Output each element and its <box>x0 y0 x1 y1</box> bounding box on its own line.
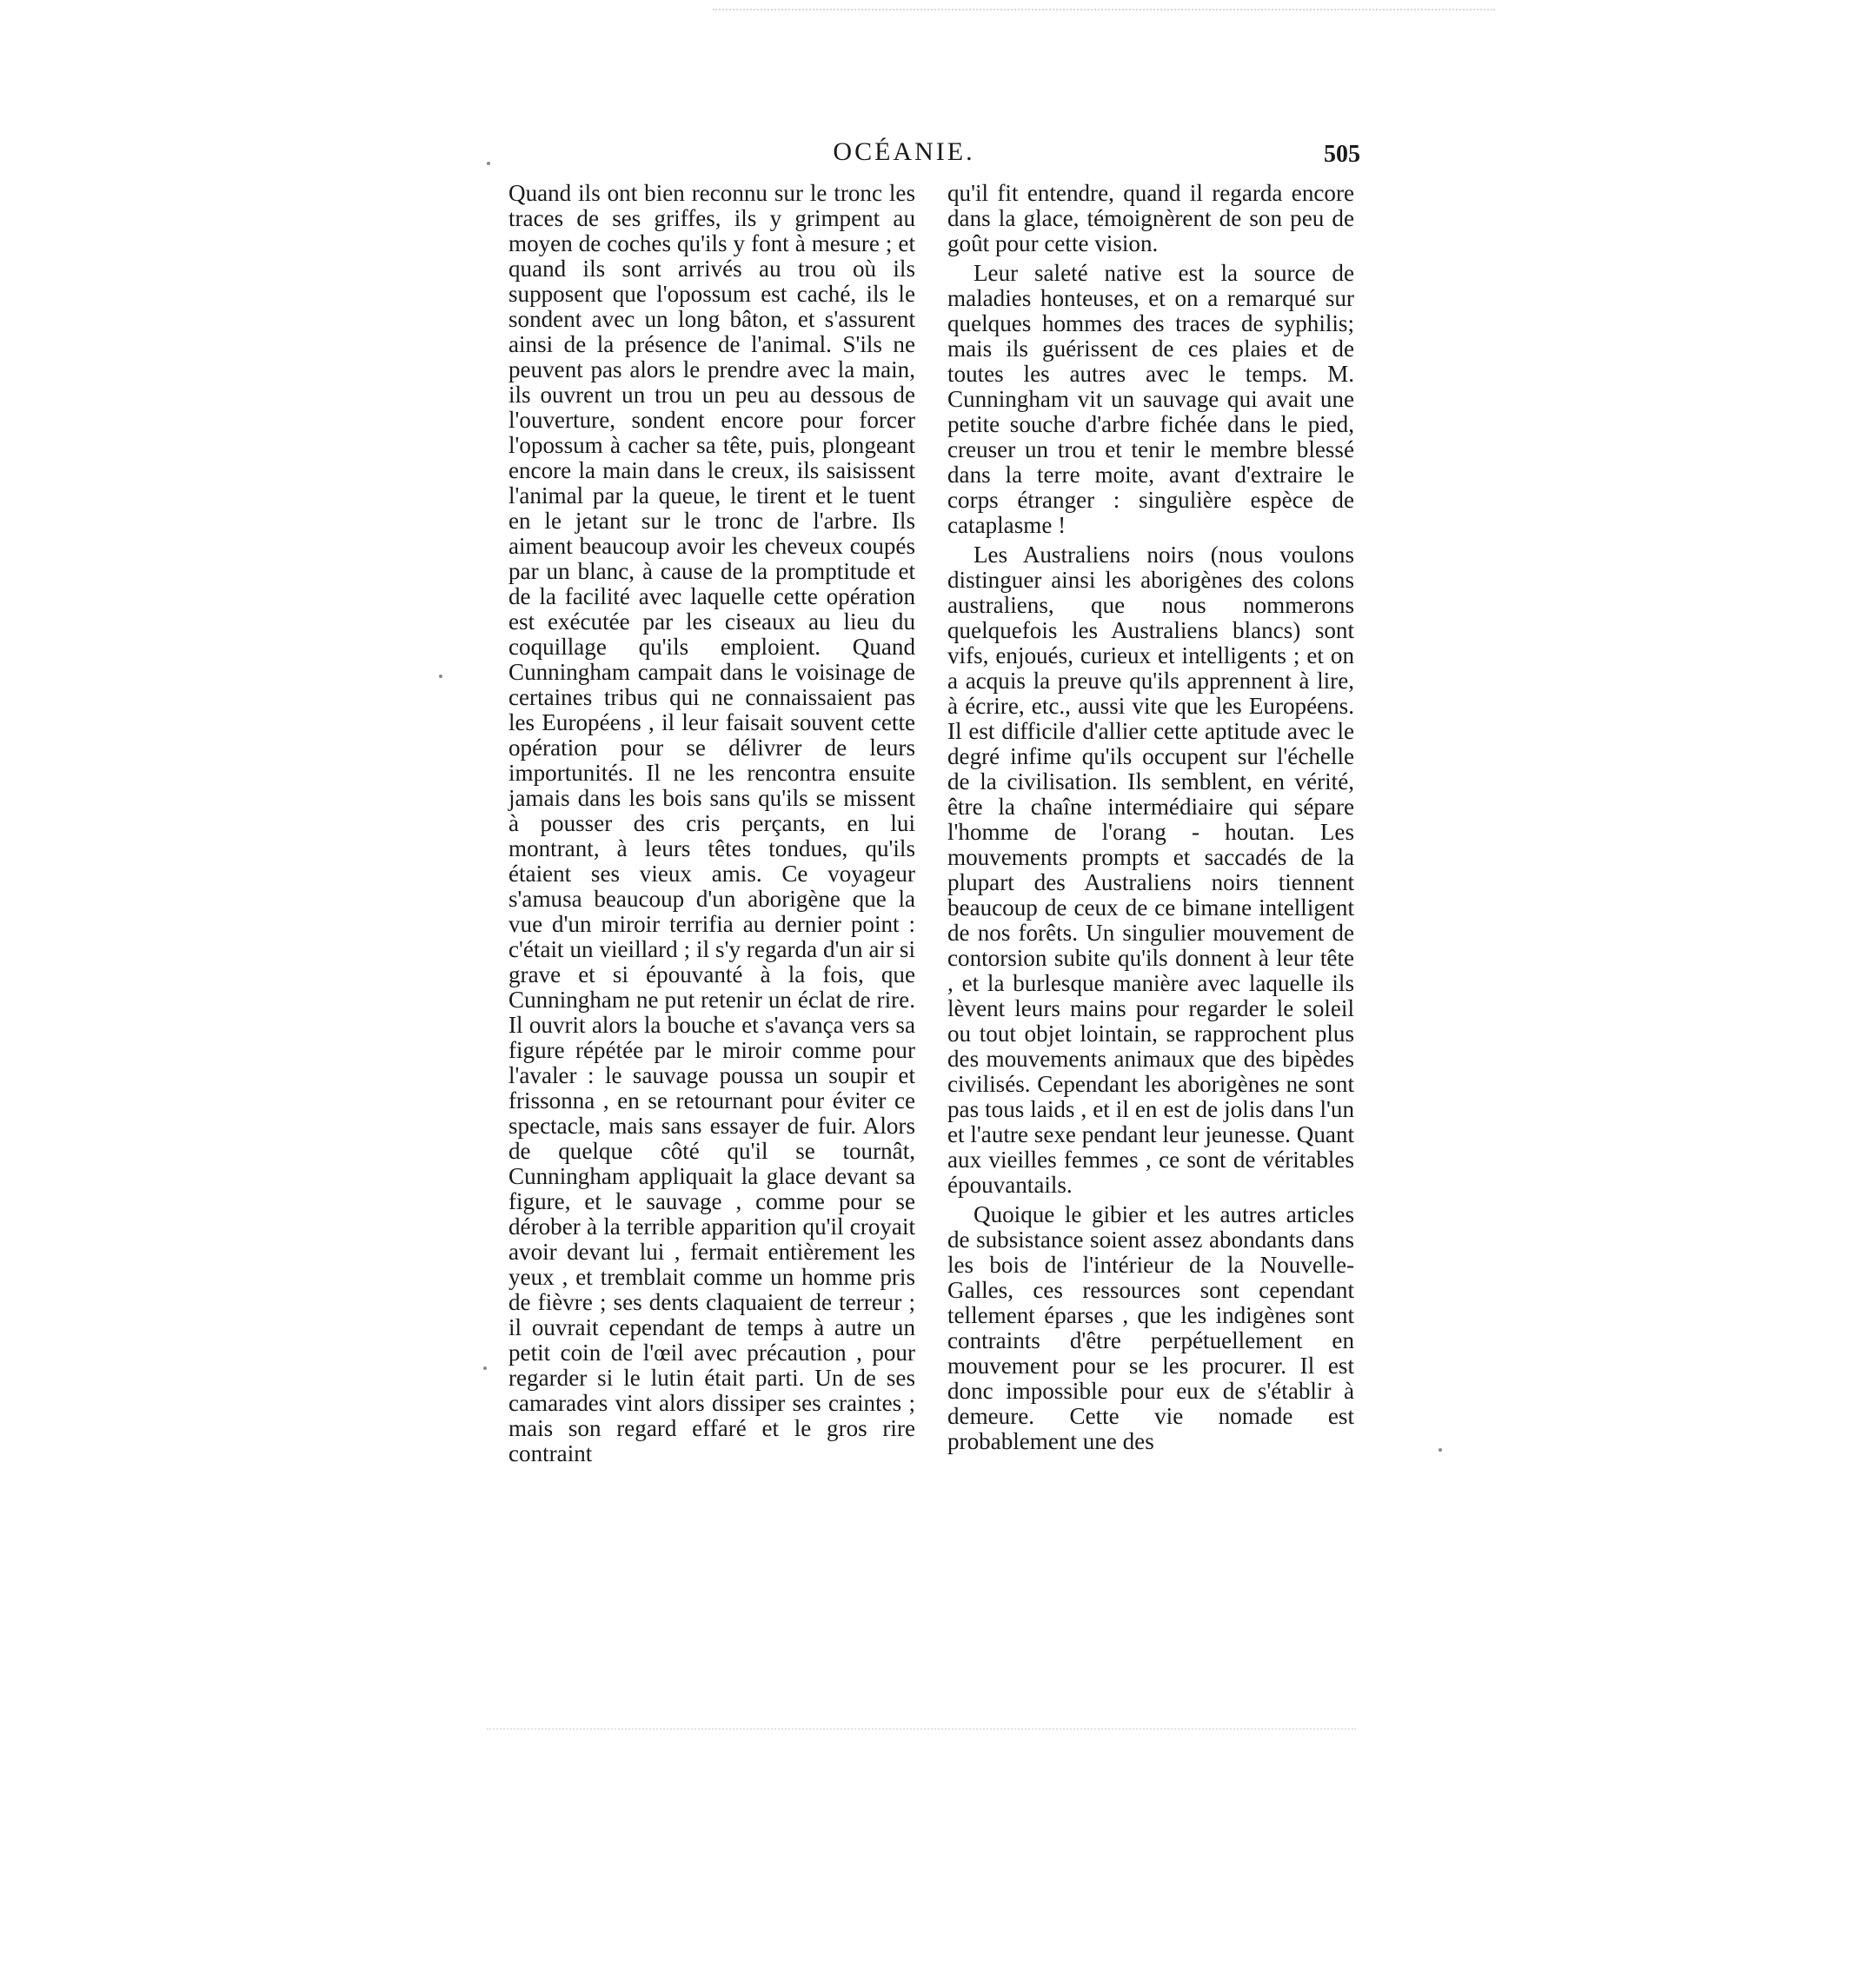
right-paragraph-4: Quoique le gibier et les autres articles de subsistance soient assez abondants dans les bois de l'intérieur de la Nouvelle-Galles, ces ressources sont cependant tellement éparses , que les indigènes sont contraints d'être perpétuellement en mouvement pour se les procurer. Il est donc impossible pour eux de s'établir à demeure. Cette vie nomade est probablement une des <box>947 1201 1354 1454</box>
running-head <box>500 132 1360 172</box>
scan-speck <box>439 675 442 678</box>
scan-artifact-bottom <box>487 1728 1356 1732</box>
right-paragraph-3: Les Australiens noirs (nous voulons distinguer ainsi les aborigènes des colons australiens, que nous nommerons quelquefois les Australiens blancs) sont vifs, enjoués, curieux et intelligents ; et on a acquis la preuve qu'ils apprennent à lire, à écrire, etc., aussi vite que les Européens. Il est difficile d'allier cette aptitude avec le degré infime qu'ils occupent sur l'échelle de la civilisation. Ils semblent, en vérité, être la chaîne intermédiaire qui sépare l'homme de l'orang - houtan. Les mouvements prompts et saccadés de la plupart des Australiens noirs tiennent beaucoup de ceux de ce bimane intelligent de nos forêts. Un singulier mouvement de contorsion subite qu'ils donnent à leur tête , et la burlesque manière avec laquelle ils lèvent leurs mains pour regarder le soleil ou tout objet lointain, se rapprochent plus des mouvements animaux que des bipèdes civilisés. Cependant les aborigènes ne sont pas tous laids , et il en est de jolis dans l'un et l'autre sexe pendant leur jeunesse. Quant aux vieilles femmes , ce sont de véritables épouvantails. <box>947 542 1354 1198</box>
right-paragraph-2: Leur saleté native est la source de maladies honteuses, et on a remarqué sur quelques hommes des traces de syphilis; mais ils guérissent de ces plaies et de toutes les autres avec le temps. M. Cunningham vit un sauvage qui avait une petite souche d'arbre fichée dans le pied, creuser un trou et tenir le membre blessé dans la terre moite, avant d'extraire le corps étranger : singulière espèce de cataplasme ! <box>947 260 1354 538</box>
right-paragraph-1: qu'il fit entendre, quand il regarda encore dans la glace, témoignèrent de son peu de goût pour cette vision. <box>947 180 1354 256</box>
running-title: OCÉANIE. <box>833 137 975 166</box>
scan-speck <box>1439 1448 1442 1452</box>
right-column <box>947 181 1354 1454</box>
page-number: 505 <box>1324 141 1360 168</box>
scan-speck <box>487 162 490 165</box>
scan-speck <box>483 1366 487 1370</box>
left-paragraph-1: Quand ils ont bien reconnu sur le tronc les traces de ses griffes, ils y grimpent au moyen de coches qu'ils y font à mesure ; et quand ils sont arrivés au trou où ils supposent que l'opossum est caché, ils le sondent avec un long bâton, et s'assurent ainsi de la présence de l'animal. S'ils ne peuvent pas alors le prendre avec la main, ils ouvrent un trou un peu au dessous de l'ouverture, sondent encore pour forcer l'opossum à cacher sa tête, puis, plongeant encore la main dans le creux, ils saisissent l'animal par la queue, le tirent et le tuent en le jetant sur le tronc de l'arbre. Ils aiment beaucoup avoir les cheveux coupés par un blanc, à cause de la promptitude et de la facilité avec laquelle cette opération est exécutée par les ciseaux au lieu du coquillage qu'ils emploient. Quand Cunningham campait dans le voisinage de certaines tribus qui ne connaissaient pas les Européens , il leur faisait souvent cette opération pour se délivrer de leurs importunités. Il ne les rencontra ensuite jamais dans les bois sans qu'ils se missent à pousser des cris perçants, en lui montrant, à leurs têtes tondues, qu'ils étaient ses vieux amis. Ce voyageur s'amusa beaucoup d'un aborigène que la vue d'un miroir terrifia au dernier point : c'était un vieillard ; il s'y regarda d'un air si grave et si épouvanté à la fois, que Cunningham ne put retenir un éclat de rire. Il ouvrit alors la bouche et s'avança vers sa figure répétée par le miroir comme pour l'avaler : le sauvage poussa un soupir et frissonna , en se retournant pour éviter ce spectacle, mais sans essayer de fuir. Alors de quelque côté qu'il se tournât, Cunningham appliquait la glace devant sa figure, et le sauvage , comme pour se dérober à la terrible apparition qu'il croyait avoir devant lui , fermait entièrement les yeux , et tremblait comme un homme pris de fièvre ; ses dents claquaient de terreur ; il ouvrait cependant de temps à autre un petit coin de l'œil avec précaution , pour regarder si le lutin était parti. Un de ses camarades vint alors dissiper ses craintes ; mais son regard effaré et le gros rire contraint <box>508 180 915 1466</box>
scan-artifact-top <box>713 9 1495 13</box>
left-column <box>508 181 915 1466</box>
